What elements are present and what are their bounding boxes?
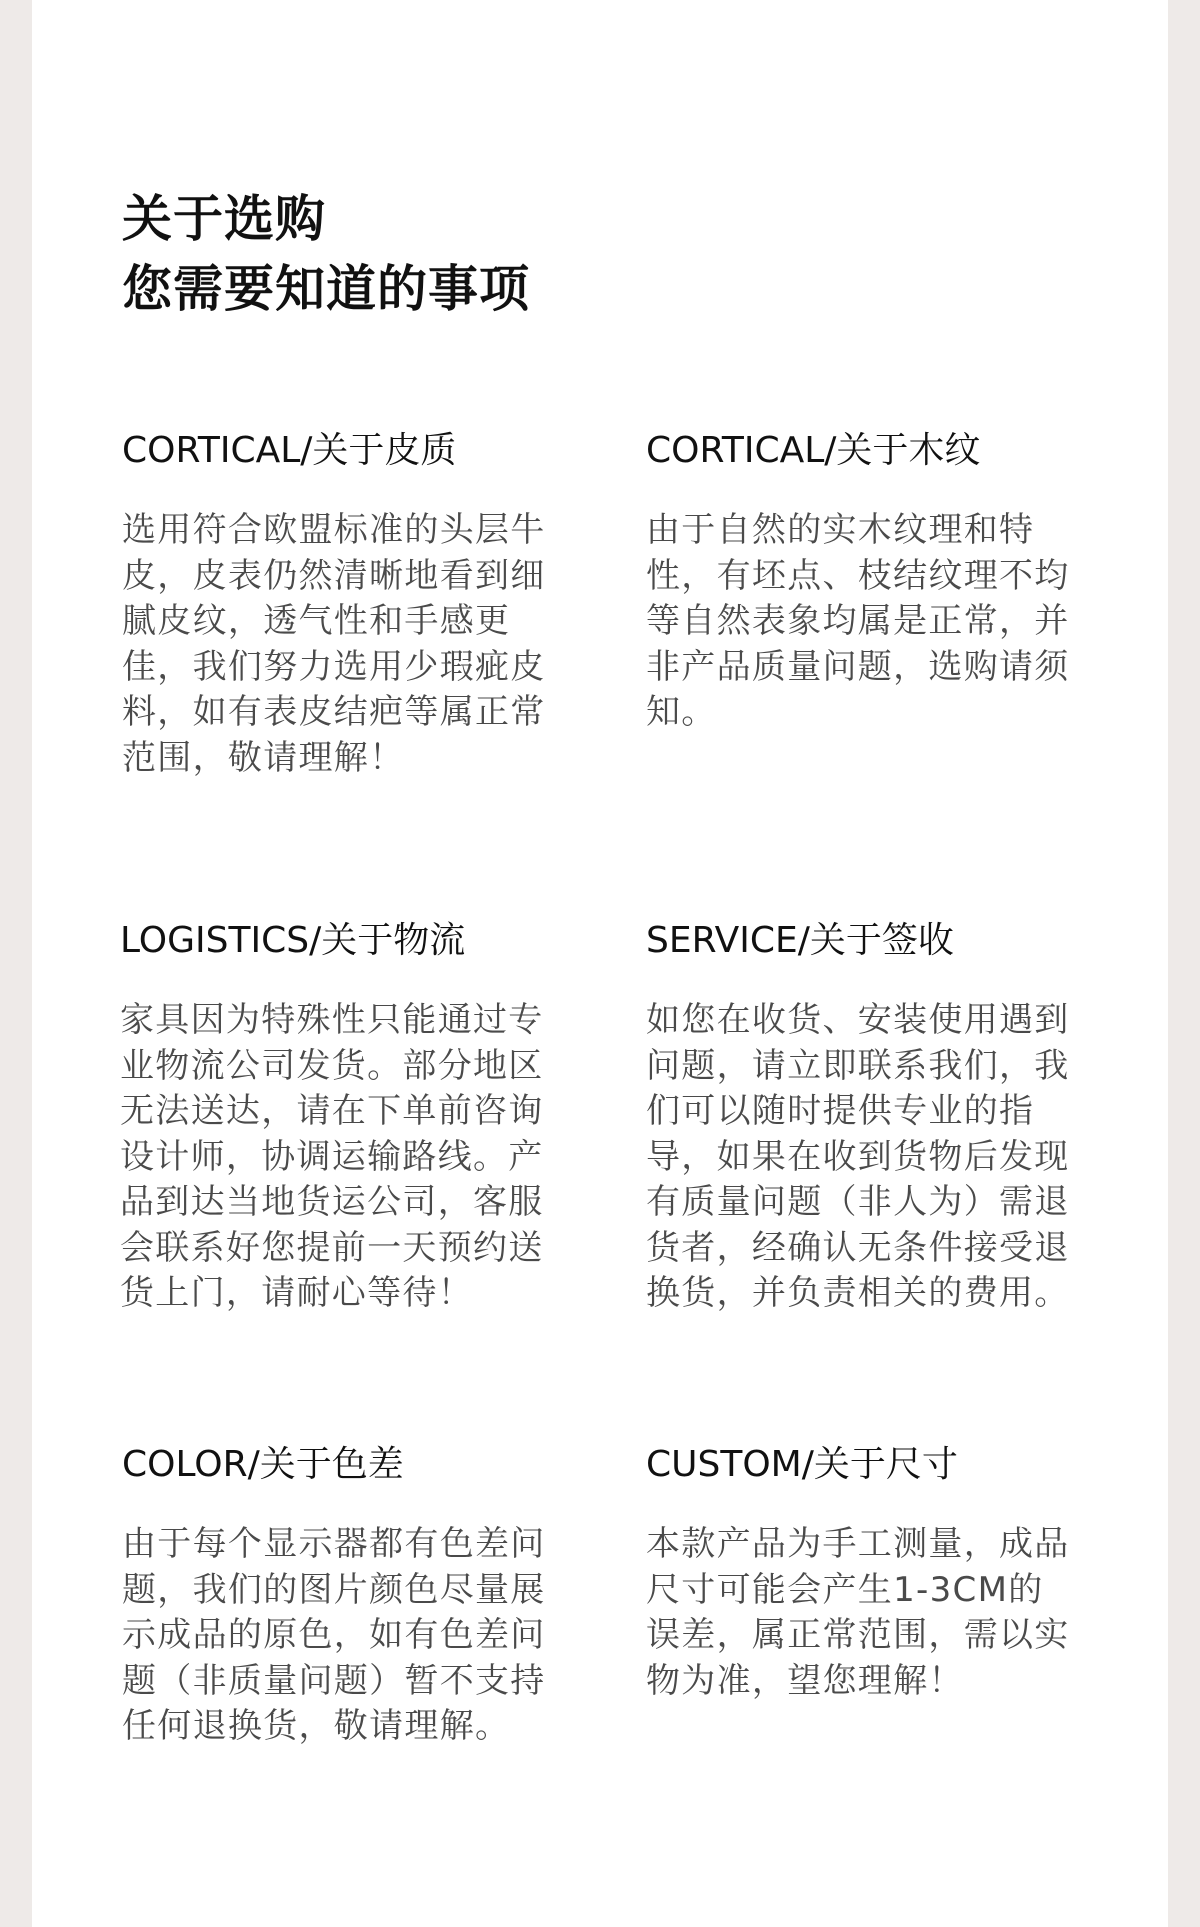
- section-heading: CORTICAL/关于皮质: [122, 430, 457, 471]
- section-logistics: [120, 918, 550, 1317]
- page-title: [122, 184, 530, 324]
- section-service: [646, 918, 1076, 1317]
- section-body: 选用符合欧盟标准的头层牛皮，皮表仍然清晰地看到细腻皮纹，透气性和手感更佳，我们努力选用少瑕疵皮料，如有表皮结疤等属正常范围，敬请理解！: [122, 510, 546, 778]
- section-color: [122, 1442, 552, 1750]
- section-heading: COLOR/关于色差: [122, 1444, 404, 1485]
- section-body: 如您在收货、安装使用遇到问题，请立即联系我们，我们可以随时提供专业的指导，如果在收到货物后发现有质量问题（非人为）需退货者，经确认无条件接受退换货，并负责相关的费用。: [646, 1000, 1070, 1313]
- section-heading: CORTICAL/关于木纹: [646, 430, 981, 471]
- section-body: 家具因为特殊性只能通过专业物流公司发货。部分地区无法送达，请在下单前咨询设计师，协调运输路线。产品到达当地货运公司，客服会联系好您提前一天预约送货上门，请耐心等待！: [120, 1000, 544, 1313]
- section-body: 由于自然的实木纹理和特性，有坯点、枝结纹理不均等自然表象均属是正常，并非产品质量问题，选购请须知。: [646, 510, 1070, 732]
- section-body: 由于每个显示器都有色差问题，我们的图片颜色尽量展示成品的原色，如有色差问题（非质量问题）暂不支持任何退换货，敬请理解。: [122, 1524, 546, 1746]
- page-title-line2: 您需要知道的事项: [122, 260, 530, 318]
- section-heading: CUSTOM/关于尺寸: [646, 1444, 958, 1485]
- section-cortical-wood: [646, 428, 1076, 736]
- page-title-line1: 关于选购: [122, 190, 326, 248]
- section-heading: SERVICE/关于签收: [646, 920, 954, 961]
- section-heading: LOGISTICS/关于物流: [120, 920, 466, 961]
- section-custom: [646, 1442, 1076, 1704]
- section-body: 本款产品为手工测量，成品尺寸可能会产生1-3CM的误差，属正常范围，需以实物为准，望您理解！: [646, 1524, 1070, 1701]
- section-cortical-leather: [122, 428, 552, 781]
